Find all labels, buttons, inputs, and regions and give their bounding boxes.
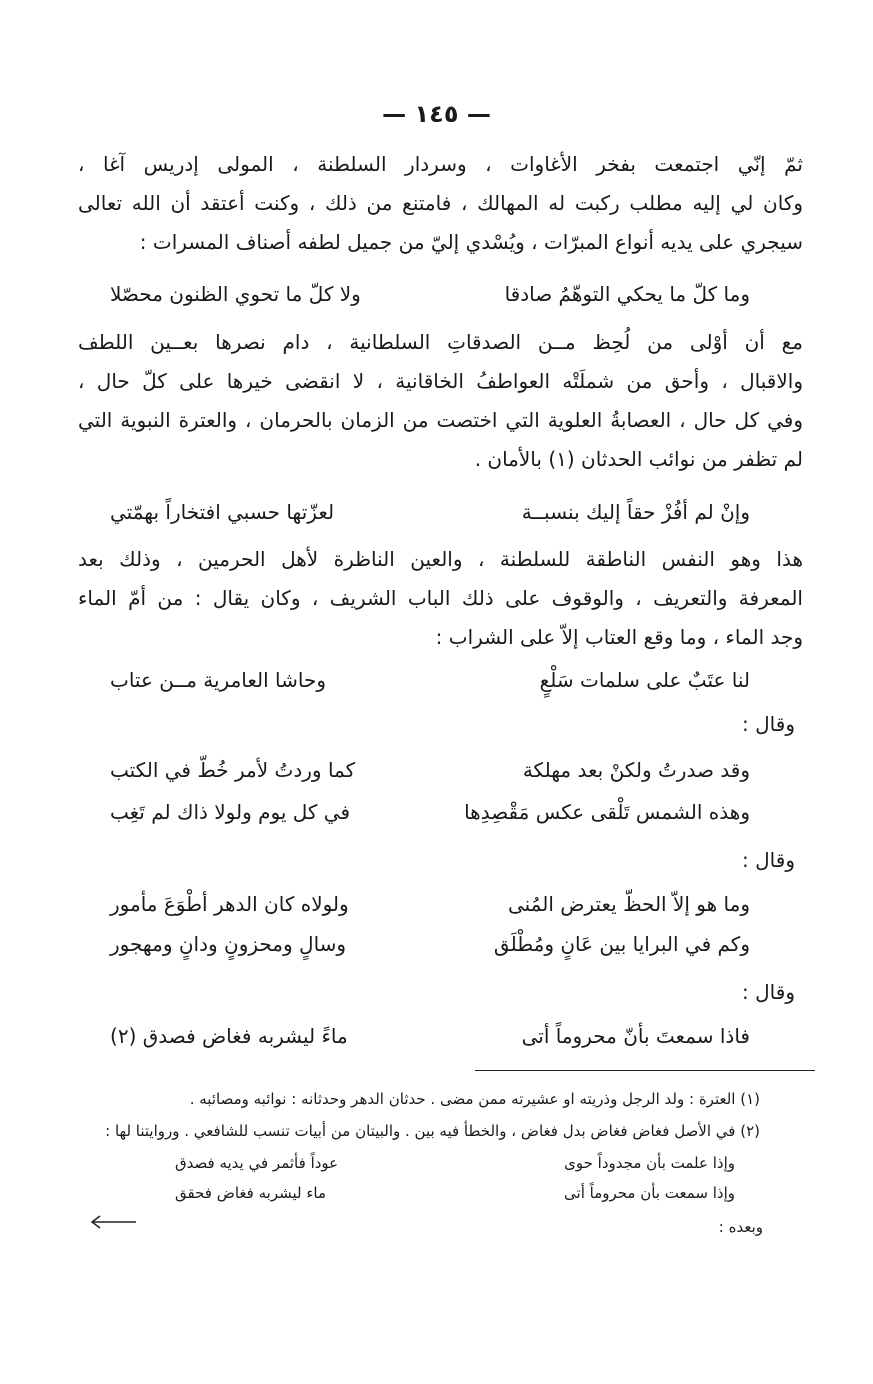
verse-line (110, 500, 750, 540)
verse-hemistich-first: فاذا سمعتَ بأنّ محروماً أتى (521, 1024, 750, 1048)
text-line: سيجري على يديه أنواع المبرّات ، ويُسْدي إليّ من جميل لطفه أصناف المسرات : (139, 230, 803, 254)
verse-hemistich-second: كما وردتُ لأمر خُطّ في الكتب (110, 758, 356, 782)
footnote-2: (٢) في الأصل فغاض فغاض بدل فغاض ، والخطأ فيه بين . والبيتان من أبيات تنسب للشافعي . وروايتنا لها : (105, 1122, 760, 1140)
verse-hemistich-first: وإذا سمعت بأن محروماً أتى (564, 1184, 735, 1202)
verse-hemistich-second: في كل يوم ولولا ذاك لم تَغِب (110, 800, 351, 824)
footnote-divider (475, 1070, 815, 1071)
text-line: وفي كل حال ، العصابةُ العلوية التي اختصت من الزمان بالحرمان ، والعترة النبوية التي (78, 408, 803, 432)
verse-hemistich-second: ماء ليشربه فغاض فحقق (175, 1184, 326, 1202)
text-line: مع أن أوْلى من لُحِظ مــن الصدقاتِ السلطانية ، دام نصرها بعــين اللطف (78, 330, 803, 354)
verse-hemistich-second: ماءً ليشربه فغاض فصدق (٢) (110, 1024, 348, 1048)
footnote-1: (١) العترة : ولد الرجل وذريته او عشيرته ممن مضى . حدثان الدهر وحدثانه : نوائبه ومصائبه . (189, 1090, 760, 1108)
verse-line (110, 800, 750, 840)
verse-hemistich-first: وإنْ لم أفُزْ حقاً إليك بنسبــة (521, 500, 750, 524)
verse-hemistich-first: لنا عتَبٌ على سلمات سَلْعٍ (539, 668, 750, 692)
footnote-verse (175, 1154, 735, 1182)
verse-line (110, 932, 750, 972)
verse-line (110, 668, 750, 708)
continuation-arrow-icon (88, 1212, 138, 1232)
footnote-continuation: وبعده : (718, 1218, 763, 1236)
verse-hemistich-first: وهذه الشمس تَلْقى عكس مَقْصِدِها (464, 800, 750, 824)
verse-hemistich-first: وما هو إلاّ الحظّ يعترض المُنى (507, 892, 750, 916)
qal-label: وقال : (742, 712, 795, 736)
verse-hemistich-second: ولولاه كان الدهر أطْوَعَ مأمور (110, 892, 349, 916)
verse-hemistich-first: وكم في البرايا بين عَانٍ ومُطْلَق (493, 932, 750, 956)
qal-label: وقال : (742, 848, 795, 872)
verse-line (110, 892, 750, 932)
paragraph-2 (78, 323, 803, 479)
qal-label: وقال : (742, 980, 795, 1004)
text-line: وكان لي إليه مطلب ركبت له المهالك ، فامتنع من ذلك ، وكنت أعتقد أن الله تعالى (78, 191, 803, 215)
verse-line (110, 1024, 750, 1064)
verse-line (110, 282, 750, 322)
footnote-verse (175, 1184, 735, 1212)
verse-hemistich-second: لعزّتها حسبي افتخاراً بهمّتي (110, 500, 335, 524)
verse-hemistich-second: وسالٍ ومحزونٍ ودانٍ ومهجور (110, 932, 347, 956)
text-line: والاقبال ، وأحق من شملَتْه العواطفُ الخاقانية ، لا انقضى خيرها على كلّ حال ، (78, 369, 803, 393)
verse-hemistich-first: وما كلّ ما يحكي التوهّمُ صادقا (504, 282, 750, 306)
text-line: المعرفة والتعريف ، والوقوف على ذلك الباب الشريف ، وكان يقال : من أمّ الماء (78, 586, 803, 610)
text-line: وجد الماء ، وما وقع العتاب إلاّ على الشراب : (435, 625, 803, 649)
verse-line (110, 758, 750, 798)
text-line: ثمّ إنّي اجتمعت بفخر الأغاوات ، وسردار السلطنة ، المولى إدريس آغا ، (78, 152, 803, 176)
paragraph-3 (78, 540, 803, 657)
verse-hemistich-second: وحاشا العامرية مــن عتاب (110, 668, 327, 692)
verse-hemistich-second: عوداً فأثمر في يديه فصدق (175, 1154, 339, 1172)
text-line: لم تظفر من نوائب الحدثان (١) بالأمان . (474, 447, 803, 471)
verse-hemistich-second: ولا كلّ ما تحوي الظنون محصّلا (110, 282, 361, 306)
paragraph-1 (78, 145, 803, 262)
verse-hemistich-first: وقد صدرتُ ولكنْ بعد مهلكة (522, 758, 750, 782)
page-number: — ١٤٥ — (382, 100, 491, 128)
text-line: هذا وهو النفس الناطقة للسلطنة ، والعين الناظرة لأهل الحرمين ، وذلك بعد (78, 547, 803, 571)
verse-hemistich-first: وإذا علمت بأن مجدوداً حوى (564, 1154, 735, 1172)
